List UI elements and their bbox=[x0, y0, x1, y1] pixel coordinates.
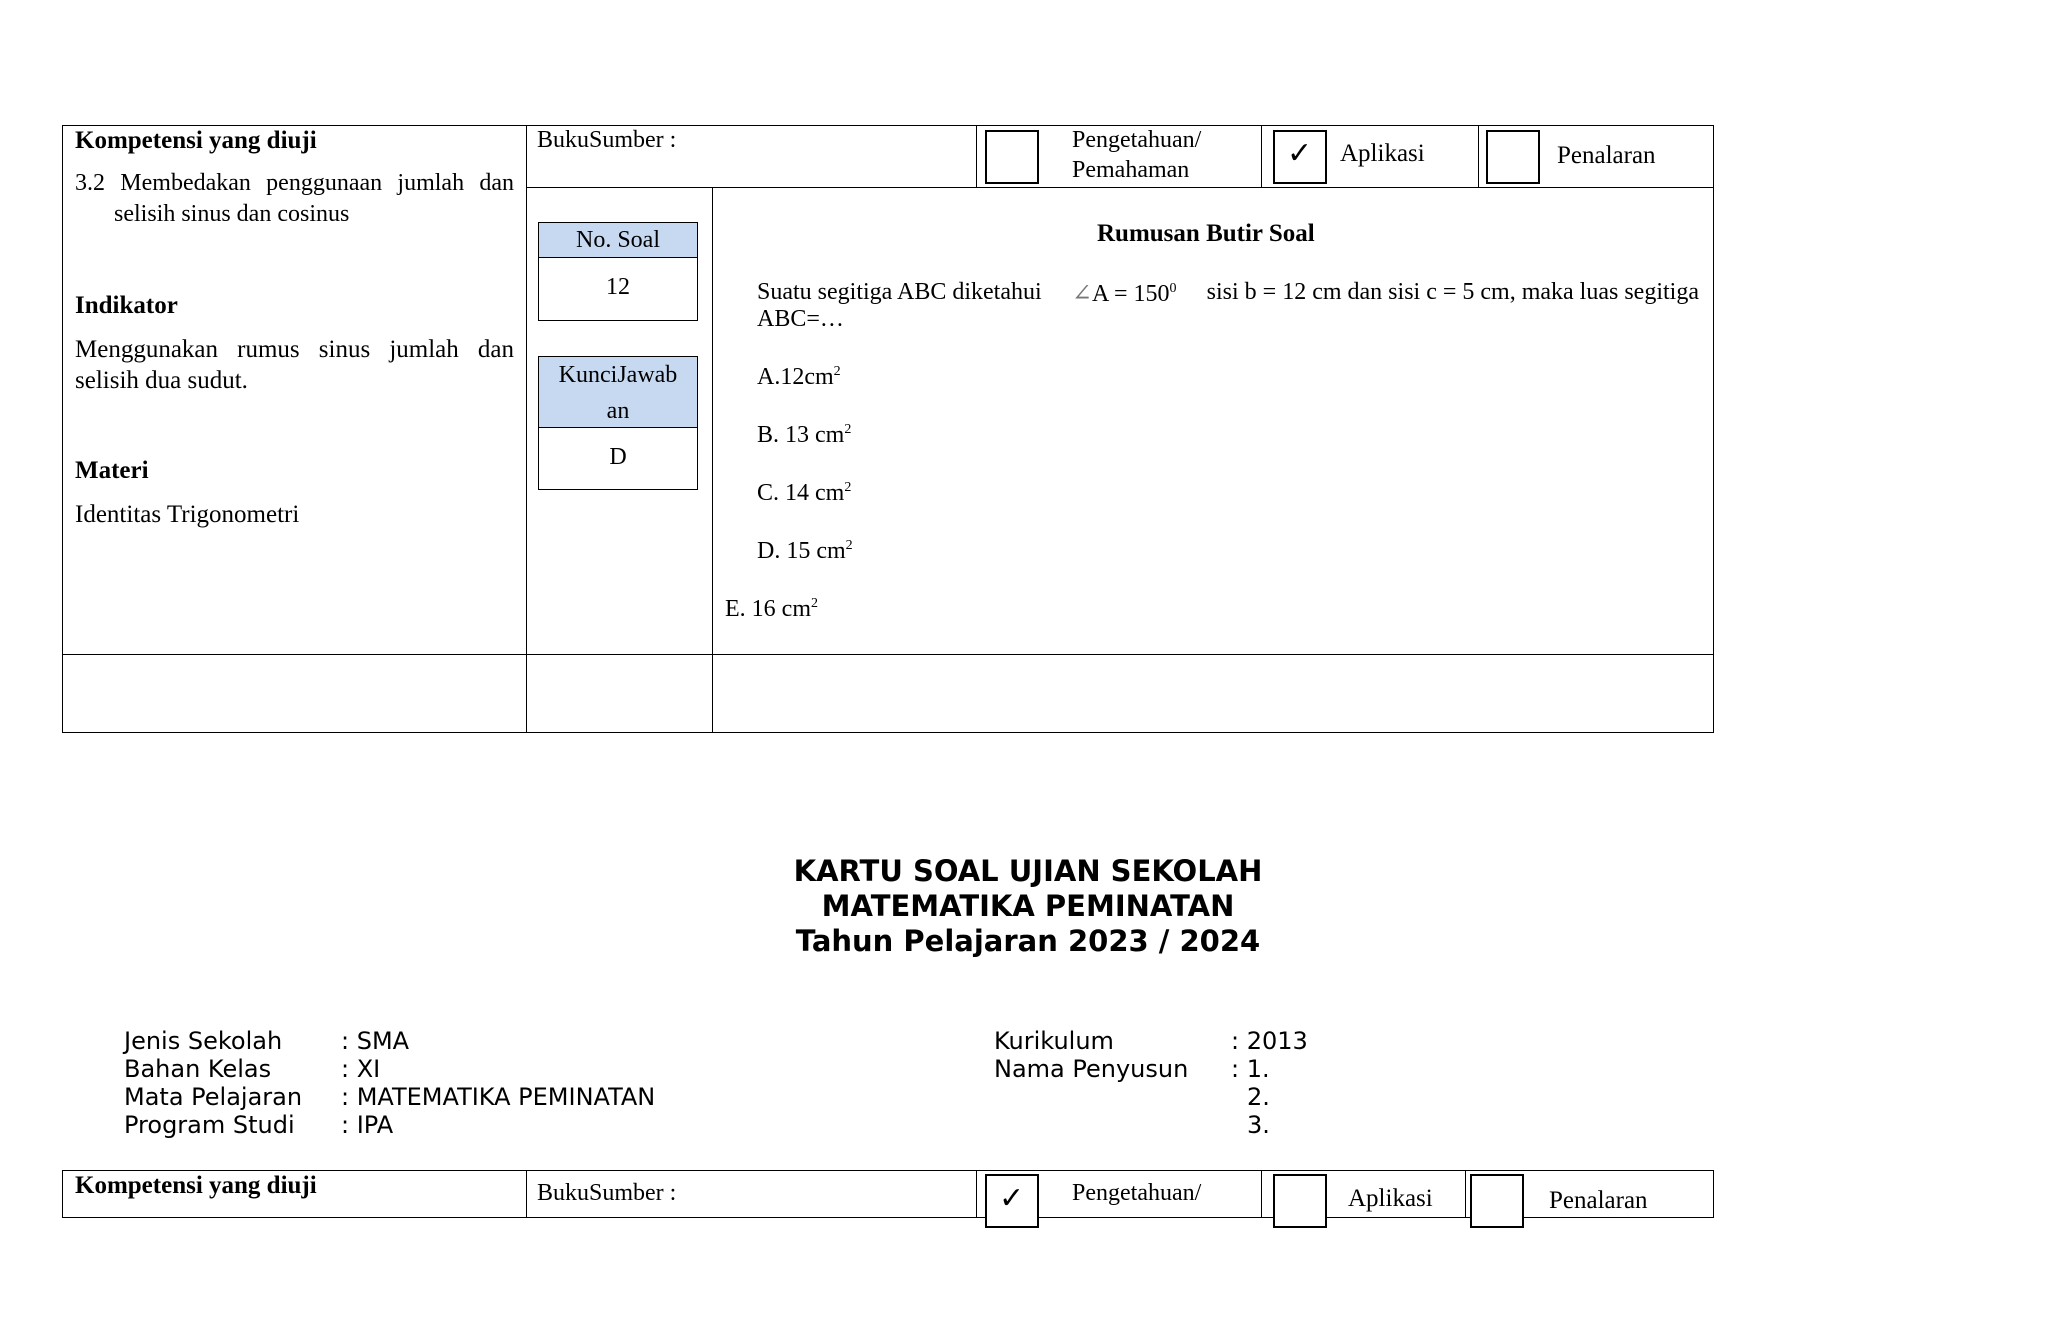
info-left-value-1: : SMA bbox=[341, 1027, 410, 1055]
materi-text: Identitas Trigonometri bbox=[75, 501, 300, 528]
penalaran-checkbox[interactable] bbox=[1486, 130, 1540, 184]
info-right-label-1: Kurikulum bbox=[994, 1027, 1114, 1055]
option-a[interactable]: $A.12cm^2$ bbox=[757, 364, 841, 390]
card2-check-mark-icon: ✓ bbox=[999, 1181, 1025, 1216]
kompetensi-text-line2: selisih sinus dan cosinus bbox=[114, 201, 350, 227]
card2-aplikasi-checkbox[interactable] bbox=[1273, 1174, 1327, 1228]
pengetahuan-label-line1: Pengetahuan/ bbox=[1072, 127, 1202, 153]
card2-header-divider-b bbox=[1261, 1170, 1262, 1217]
question-part3: sisi b = 12 cm dan sisi c = 5 cm, maka luas segitiga bbox=[1206, 279, 1699, 305]
card2-penalaran-checkbox[interactable] bbox=[1470, 1174, 1524, 1228]
question-part1: Suatu segitiga ABC diketahui bbox=[757, 279, 1042, 305]
info-right-value-3: 2. bbox=[1247, 1083, 1270, 1111]
option-c[interactable]: C. 14 $cm^2$ bbox=[757, 480, 852, 506]
option-e[interactable]: E. 16 $cm^2$ bbox=[725, 596, 818, 622]
header-title-line2: MATEMATIKA PEMINATAN bbox=[821, 889, 1235, 923]
header-title-line3: Tahun Pelajaran 2023 / 2024 bbox=[795, 924, 1261, 958]
info-left-label-3: Mata Pelajaran bbox=[124, 1083, 303, 1111]
card2-penalaran-label: Penalaran bbox=[1549, 1187, 1648, 1214]
indikator-heading: Indikator bbox=[75, 292, 178, 319]
info-left-value-3: : MATEMATIKA PEMINATAN bbox=[341, 1083, 656, 1111]
kunci-jawaban-label-line1: KunciJawab bbox=[558, 362, 678, 388]
card1-header-divider bbox=[526, 187, 1714, 188]
card2-pengetahuan-label: Pengetahuan/ bbox=[1072, 1180, 1202, 1206]
kunci-jawaban-value: D bbox=[538, 427, 698, 490]
option-d[interactable]: D. 15 $cm^2$ bbox=[757, 538, 853, 564]
check-mark-icon: ✓ bbox=[1287, 136, 1313, 171]
question-line1 bbox=[757, 279, 1699, 308]
card2-aplikasi-label: Aplikasi bbox=[1348, 1185, 1433, 1212]
no-soal-label: No. Soal bbox=[538, 222, 698, 259]
kunci-jawaban-label-line2: an bbox=[606, 398, 630, 424]
question-part2: A = 150 bbox=[1091, 281, 1170, 307]
kompetensi-text-line1: 3.2 Membedakan penggunaan jumlah dan bbox=[75, 170, 514, 196]
pengetahuan-checkbox[interactable] bbox=[985, 130, 1039, 184]
card1-body-bottom-border bbox=[62, 654, 1714, 655]
info-right-label-2: Nama Penyusun bbox=[994, 1055, 1189, 1083]
card2-right-border bbox=[1713, 1170, 1714, 1217]
card1-bottom-border bbox=[62, 732, 1714, 733]
info-left-label-1: Jenis Sekolah bbox=[124, 1027, 283, 1055]
option-b[interactable]: B. 13 $cm^2$ bbox=[757, 422, 852, 448]
card2-header-divider-c bbox=[1465, 1170, 1466, 1217]
card2-kompetensi-heading: Kompetensi yang diuji bbox=[75, 1172, 317, 1199]
info-left-label-2: Bahan Kelas bbox=[124, 1055, 272, 1083]
card1-col-divider-1 bbox=[526, 125, 527, 732]
card1-col-divider-2 bbox=[712, 187, 713, 732]
no-soal-value: 12 bbox=[538, 257, 698, 321]
card1-right-border bbox=[1713, 125, 1714, 732]
card1-header-divider-b bbox=[1261, 125, 1262, 187]
penalaran-label: Penalaran bbox=[1557, 142, 1656, 169]
header-title-line1: KARTU SOAL UJIAN SEKOLAH bbox=[793, 854, 1263, 888]
card1-header-divider-c bbox=[1478, 125, 1479, 187]
question-line2: ABC=… bbox=[757, 306, 844, 332]
info-left-value-2: : XI bbox=[341, 1055, 381, 1083]
info-right-value-4: 3. bbox=[1247, 1111, 1270, 1139]
card2-buku-sumber-label: BukuSumber : bbox=[537, 1180, 677, 1206]
info-left-label-4: Program Studi bbox=[124, 1111, 295, 1139]
kunci-jawaban-label bbox=[538, 356, 698, 429]
info-right-value-1: : 2013 bbox=[1231, 1027, 1308, 1055]
angle-icon: ∠ bbox=[1071, 281, 1092, 307]
card1-top-border bbox=[62, 125, 1714, 126]
buku-sumber-label: BukuSumber : bbox=[537, 127, 677, 153]
kompetensi-heading: Kompetensi yang diuji bbox=[75, 127, 317, 154]
card2-top-border bbox=[62, 1170, 1714, 1171]
indikator-text-line1: Menggunakan rumus sinus jumlah dan bbox=[75, 336, 514, 363]
card1-header-divider-a bbox=[976, 125, 977, 187]
card2-col-divider-1 bbox=[526, 1170, 527, 1217]
card2-left-border bbox=[62, 1170, 63, 1217]
card2-bottom-border bbox=[62, 1217, 1714, 1218]
info-left-value-4: : IPA bbox=[341, 1111, 394, 1139]
question-degree: 0 bbox=[1169, 281, 1177, 296]
card1-left-border bbox=[62, 125, 63, 732]
aplikasi-label: Aplikasi bbox=[1340, 140, 1425, 167]
card2-header-divider-a bbox=[976, 1170, 977, 1217]
indikator-text-line2: selisih dua sudut. bbox=[75, 367, 248, 394]
info-right-value-2: : 1. bbox=[1231, 1055, 1270, 1083]
materi-heading: Materi bbox=[75, 457, 149, 484]
question-angle-value bbox=[1072, 279, 1177, 308]
pengetahuan-label-line2: Pemahaman bbox=[1072, 157, 1190, 183]
rumusan-title: Rumusan Butir Soal bbox=[1097, 220, 1315, 247]
